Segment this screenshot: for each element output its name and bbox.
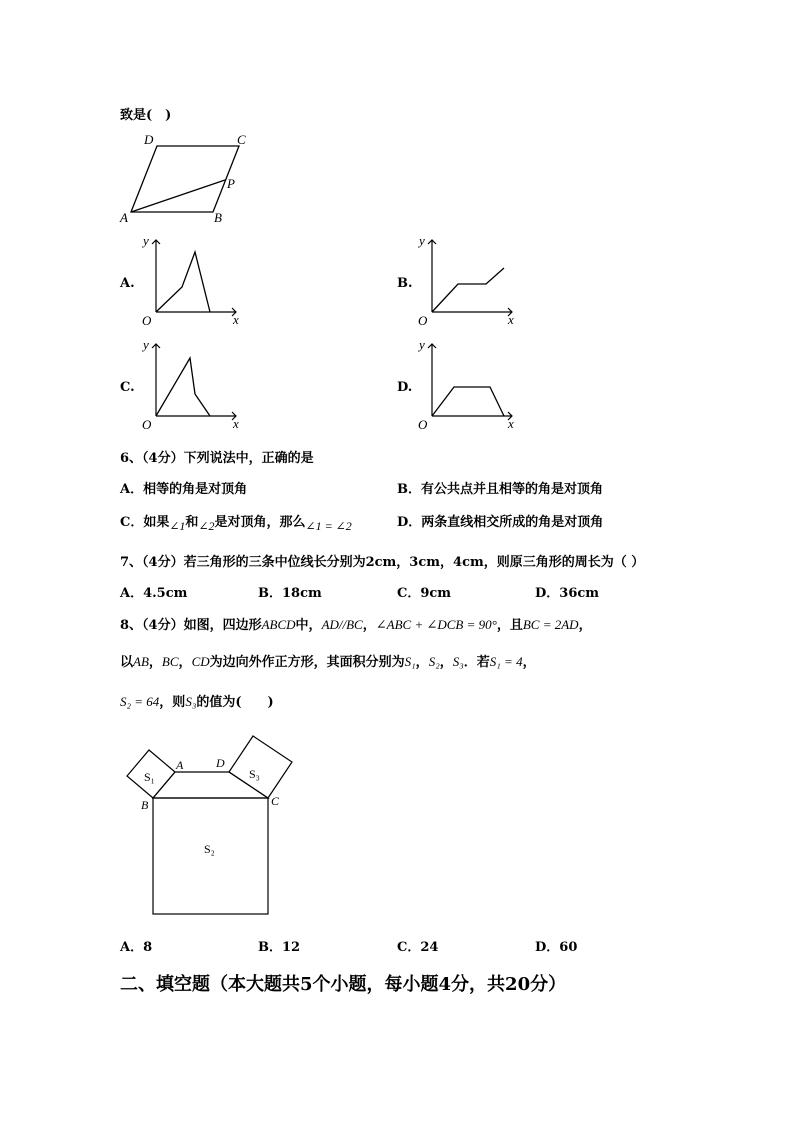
q5-parallelogram-figure: [115, 128, 255, 226]
q7-option-a: A．4.5cm: [120, 586, 188, 601]
q5-option-a-label: A.: [120, 276, 135, 291]
svg-text:x: x: [233, 416, 239, 431]
svg-text:O: O: [418, 417, 428, 432]
svg-text:O: O: [142, 417, 152, 432]
q7-option-c: C．9cm: [397, 586, 452, 601]
q6-option-a: A．相等的角是对顶角: [120, 482, 248, 497]
svg-text:S₃: S₃: [249, 767, 260, 781]
q5-stem-tail: 致是( ): [120, 108, 172, 123]
label-C: C: [237, 132, 246, 147]
label-D: D: [144, 132, 154, 147]
q8-option-d: D．60: [535, 940, 578, 955]
q6-option-b: B．有公共点并且相等的角是对顶角: [397, 482, 603, 497]
svg-text:D: D: [216, 756, 225, 770]
q8-line-1: 8、（4分）如图，四边形ABCD中，AD//BC，∠ABC + ∠DCB = 90°，且BC = 2AD，: [120, 617, 592, 633]
q6-option-d: D．两条直线相交所成的角是对顶角: [397, 515, 604, 530]
q5-option-c-label: C.: [120, 380, 135, 395]
q8-line-3: S₂ = 64，则S₃的值为( ): [120, 694, 274, 710]
label-P: P: [227, 176, 235, 191]
svg-text:S₂: S₂: [204, 842, 215, 856]
q7-option-d: D．36cm: [535, 586, 600, 601]
q6-option-c: C．如果∠1和∠2是对顶角，那么∠1 = ∠2: [120, 515, 352, 533]
svg-text:y: y: [419, 233, 425, 248]
q5-option-d-label: D.: [397, 380, 413, 395]
q8-line-2: 以AB，BC，CD为边向外作正方形，其面积分别为S₁，S₂，S₃．若S₁ = 4，: [120, 654, 536, 670]
svg-text:x: x: [233, 312, 239, 327]
svg-text:y: y: [143, 337, 149, 352]
svg-text:y: y: [143, 233, 149, 248]
q5-option-c-graph: [140, 336, 250, 432]
svg-text:x: x: [508, 416, 514, 431]
q5-option-b-graph: [416, 232, 526, 328]
section-2-heading: 二、填空题（本大题共5个小题，每小题4分，共20分）: [120, 974, 567, 995]
svg-text:S₁: S₁: [144, 770, 155, 784]
label-A: A: [120, 210, 128, 225]
q5-option-a-graph: [140, 232, 250, 328]
svg-text:A: A: [176, 758, 184, 772]
svg-text:x: x: [508, 312, 514, 327]
label-B: B: [214, 210, 222, 225]
svg-text:C: C: [271, 794, 280, 808]
q6-stem: 6、（4分）下列说法中，正确的是: [120, 451, 314, 466]
q7-stem: 7、（4分）若三角形的三条中位线长分别为2cm，3cm，4cm，则原三角形的周长为（ ）: [120, 555, 645, 570]
q5-option-b-label: B.: [397, 276, 413, 291]
svg-text:O: O: [418, 313, 428, 328]
q8-option-c: C．24: [397, 940, 439, 955]
q8-squares-figure: [115, 725, 305, 920]
svg-text:y: y: [419, 337, 425, 352]
q5-option-d-graph: [416, 336, 526, 432]
q7-option-b: B．18cm: [258, 586, 322, 601]
svg-text:O: O: [142, 313, 152, 328]
q8-option-b: B．12: [258, 940, 301, 955]
svg-text:B: B: [141, 798, 149, 812]
q8-option-a: A．8: [120, 940, 153, 955]
